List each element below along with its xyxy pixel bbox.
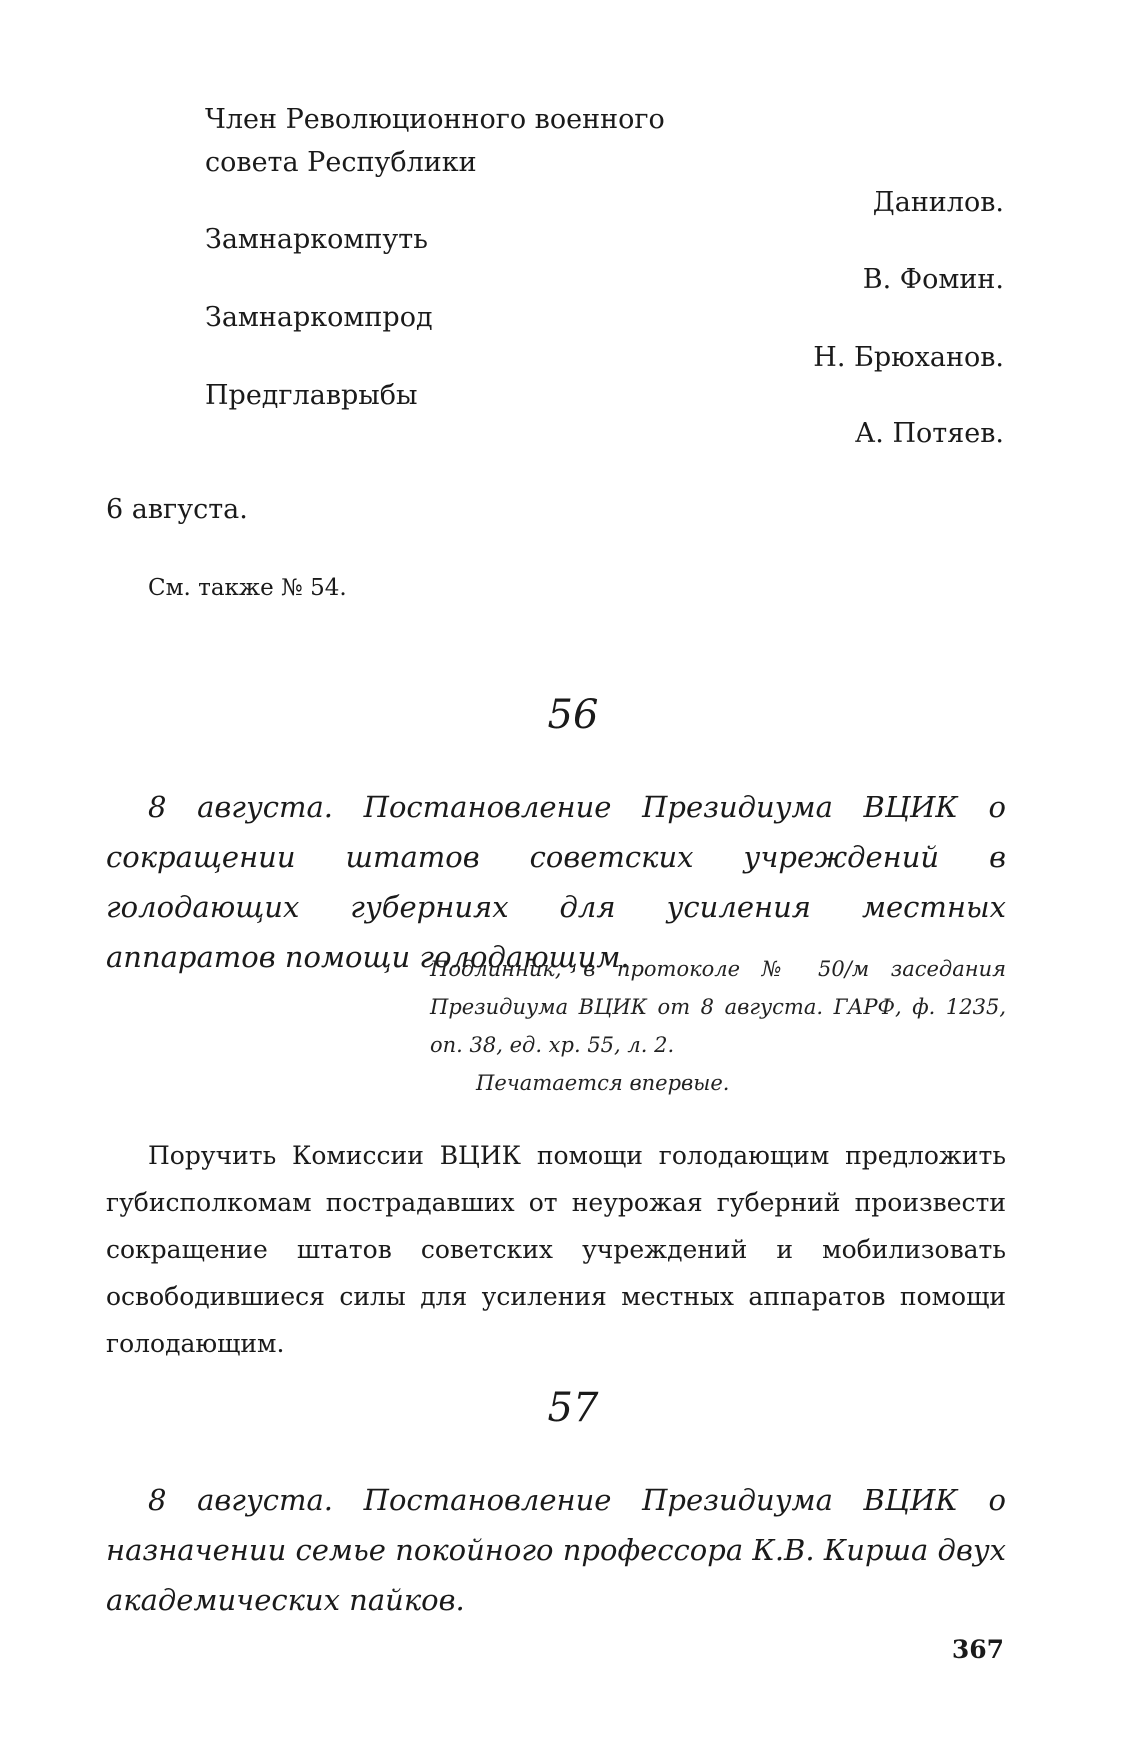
document-56-source-note [430, 950, 1006, 1102]
signature-label-rvs-line2: совета Республики [205, 147, 477, 178]
document-56-source-text: Подлинник, в протоколе № 50/м заседания Президиума ВЦИК от 8 августа. ГАРФ, ф. 1235, оп. 38, ед. хр. 55, л. 2. [430, 957, 1006, 1057]
document-57-heading [106, 1475, 1006, 1625]
document-56-body [106, 1132, 1006, 1367]
signature-label-predglavryby: Предглаврыбы [205, 380, 418, 411]
signature-name-potyaev: А. Потяев. [854, 418, 1004, 449]
signature-label-rvs-line1: Член Революционного военного [205, 104, 665, 135]
signature-label-zamnarkomput: Замнаркомпуть [205, 224, 428, 255]
signature-name-danilov: Данилов. [872, 187, 1004, 218]
document-number-56: 56 [547, 692, 599, 738]
date-line: 6 августа. [106, 494, 248, 525]
page-number: 367 [951, 1635, 1004, 1664]
document-56-heading-text: 8 августа. Постановление Президиума ВЦИК о сокращении штатов советских учреждений в голодающих губерниях для усиления местных аппаратов помощи голодающим. [106, 790, 1006, 974]
document-56-printed-note: Печатается впервые. [476, 1071, 730, 1095]
document-56-body-text: Поручить Комиссии ВЦИК помощи голодающим предложить губисполкомам пострадавших от неурожая губерний произвести сокращение штатов советских учреждений и мобилизовать освободившиеся силы для усиления местных аппаратов помощи голодающим. [106, 1141, 1006, 1358]
signature-name-bryukhanov: Н. Брюханов. [813, 342, 1004, 373]
document-57-heading-text: 8 августа. Постановление Президиума ВЦИК о назначении семье покойного профессора К.В. Кирша двух академических пайков. [106, 1483, 1006, 1617]
signature-name-fomin: В. Фомин. [862, 264, 1004, 295]
signature-label-zamnarkomprod: Замнаркомпрод [205, 302, 433, 333]
see-also-reference: См. также № 54. [148, 575, 347, 601]
document-number-57: 57 [547, 1385, 599, 1431]
